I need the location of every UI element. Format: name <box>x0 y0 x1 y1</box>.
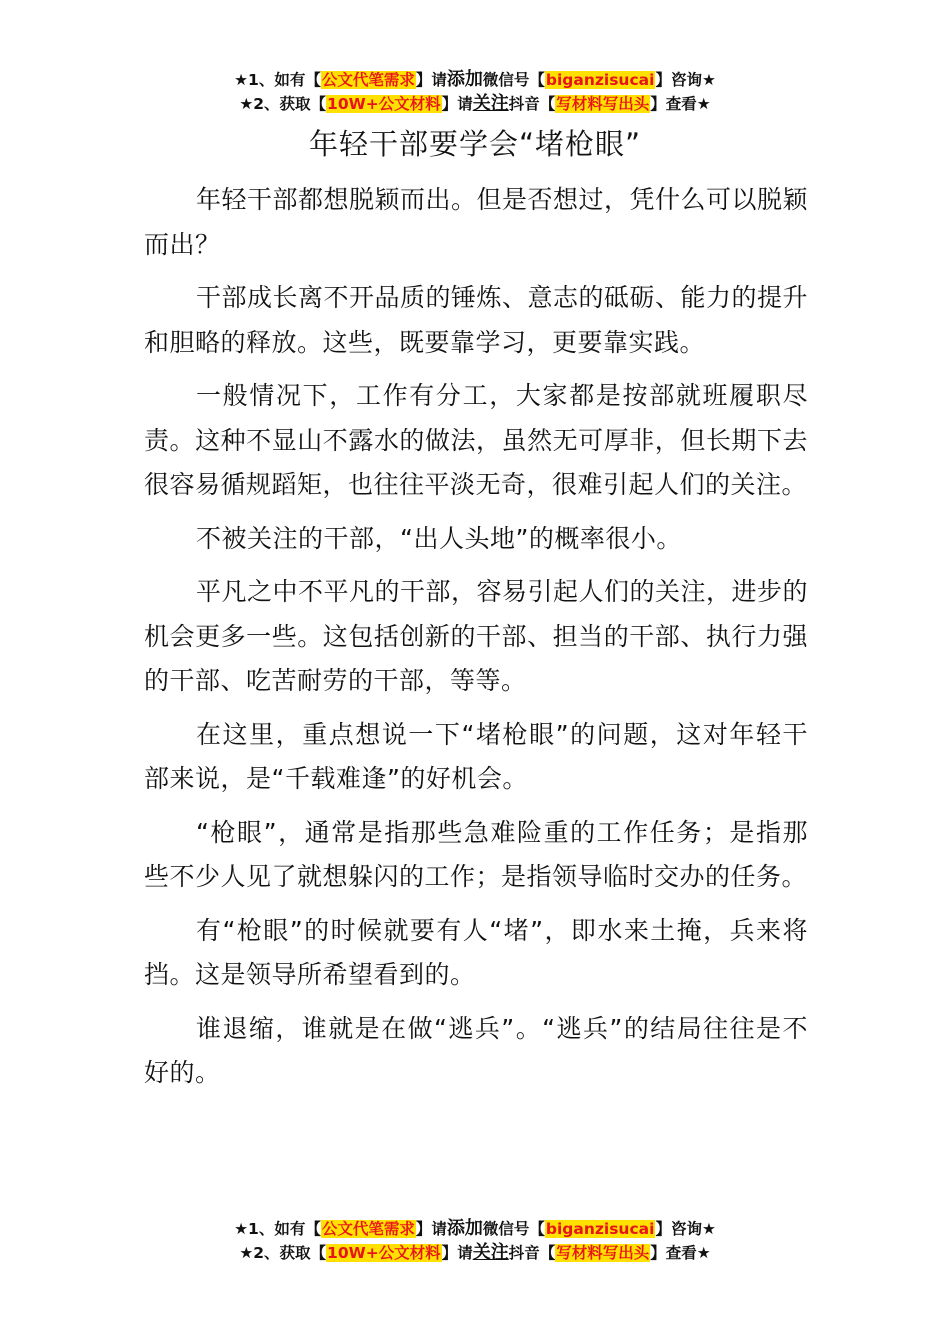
paragraph: 干部成长离不开品质的锤炼、意志的砥砺、能力的提升和胆略的释放。这些，既要靠学习，更要靠实践。 <box>144 283 809 357</box>
paragraph: 一般情况下，工作有分工，大家都是按部就班履职尽责。这种不显山不露水的做法，虽然无可厚非，但长期下去很容易循规蹈矩，也往往平淡无奇，很难引起人们的关注。 <box>144 381 808 499</box>
paragraph: 有“枪眼”的时候就要有人“堵”，即水来土掩，兵来将挡。这是领导所希望看到的。 <box>144 915 808 989</box>
promo-wechat-id: biganzisucai <box>545 1220 655 1238</box>
promo-text: 】咨询★ <box>655 71 716 89</box>
promo-highlight: 公文代笔需求 <box>321 71 415 89</box>
promo-header <box>0 68 950 116</box>
paragraph: 年轻干部都想脱颖而出。但是否想过，凭什么可以脱颖而出？ <box>144 185 809 259</box>
promo-emphasis: 添加 <box>446 1218 483 1239</box>
promo-text: 抖音【 <box>508 95 556 113</box>
paragraph: 谁退缩，谁就是在做“逃兵”。“逃兵”的结局往往是不好的。 <box>144 1013 808 1087</box>
promo-highlight: 10W+公文材料 <box>327 1244 441 1262</box>
promo-text: 微信号【 <box>482 71 545 89</box>
promo-line-1 <box>0 68 950 92</box>
paragraph: 平凡之中不平凡的干部，容易引起人们的关注，进步的机会更多一些。这包括创新的干部、担当的干部、执行力强的干部、吃苦耐劳的干部，等等。 <box>144 577 809 695</box>
promo-highlight: 公文代笔需求 <box>321 1220 415 1238</box>
promo-emphasis: 关注 <box>472 1242 509 1263</box>
promo-text: ★1、如有【 <box>234 71 321 89</box>
promo-text: 】查看★ <box>650 1244 711 1262</box>
promo-text: ★2、获取【 <box>239 1244 327 1262</box>
promo-text: 】请 <box>415 1220 447 1238</box>
promo-text: 】请 <box>415 71 447 89</box>
promo-text: 】咨询★ <box>655 1220 716 1238</box>
paragraph: 在这里，重点想说一下“堵枪眼”的问题，这对年轻干部来说，是“千载难逢”的好机会。 <box>144 719 808 793</box>
promo-line-1 <box>0 1217 950 1241</box>
promo-text: 】请 <box>441 1244 473 1262</box>
document-body <box>144 178 808 1105</box>
promo-line-2 <box>0 92 950 116</box>
promo-text: 微信号【 <box>482 1220 545 1238</box>
promo-highlight: 10W+公文材料 <box>327 95 441 113</box>
promo-text: 抖音【 <box>508 1244 556 1262</box>
promo-emphasis: 关注 <box>472 93 509 114</box>
promo-douyin-id: 写材料写出头 <box>556 1244 650 1262</box>
promo-wechat-id: biganzisucai <box>545 71 655 89</box>
promo-text: 】查看★ <box>650 95 711 113</box>
promo-text: ★1、如有【 <box>234 1220 321 1238</box>
paragraph: “枪眼”，通常是指那些急难险重的工作任务；是指那些不少人见了就想躲闪的工作；是指领导临时交办的任务。 <box>144 817 808 891</box>
document-title: 年轻干部要学会“堵枪眼” <box>308 127 642 161</box>
promo-douyin-id: 写材料写出头 <box>556 95 650 113</box>
promo-line-2 <box>0 1241 950 1265</box>
promo-text: 】请 <box>441 95 473 113</box>
promo-text: ★2、获取【 <box>239 95 327 113</box>
promo-emphasis: 添加 <box>446 69 483 90</box>
paragraph: 不被关注的干部，“出人头地”的概率很小。 <box>196 523 682 553</box>
promo-footer <box>0 1217 950 1265</box>
